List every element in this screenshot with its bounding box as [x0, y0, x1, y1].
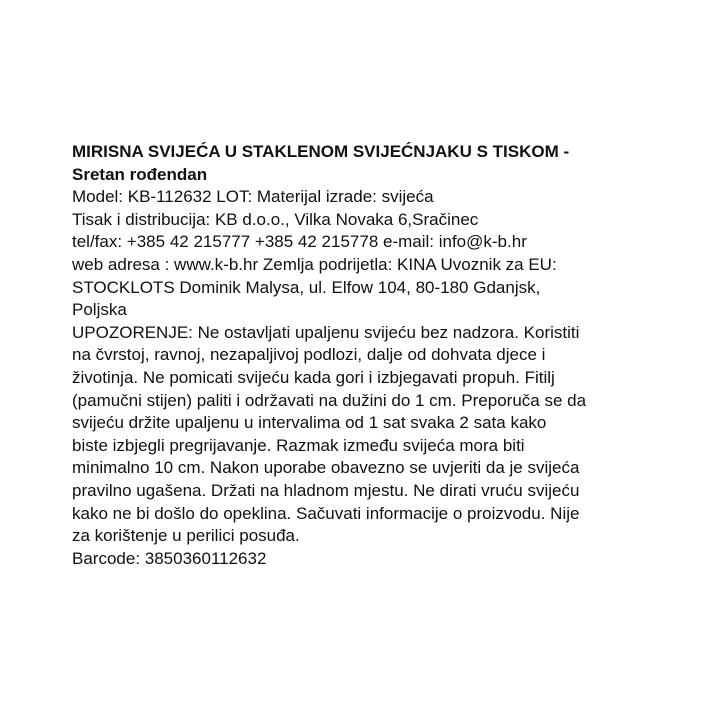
importer-line: STOCKLOTS Dominik Malysa, ul. Elfow 104, 80-180 Gdanjsk, [72, 277, 541, 297]
distribution-line: Tisak i distribucija: KB d.o.o., Vilka Novaka 6,Sračinec [72, 209, 479, 229]
contact-line: tel/fax: +385 42 215777 +385 42 215778 e-mail: info@k-b.hr [72, 232, 527, 252]
product-title-line: Sretan rođendan [72, 164, 208, 184]
warning-line: minimalno 10 cm. Nakon uporabe obavezno se uvjeriti da je svijeća [72, 458, 580, 478]
warning-line: (pamučni stijen) paliti i održavati na dužini do 1 cm. Preporuča se da [72, 390, 587, 410]
warning-line: kako ne bi došlo do opeklina. Sačuvati informacije o proizvodu. Nije [72, 503, 580, 523]
warning-line: UPOZORENJE: Ne ostavljati upaljenu svijeću bez nadzora. Koristiti [72, 322, 580, 342]
warning-line: na čvrstoj, ravnoj, nezapaljivoj podlozi, dalje od dohvata djece i [72, 345, 546, 365]
product-title [72, 141, 662, 186]
product-title-line: MIRISNA SVIJEĆA U STAKLENOM SVIJEĆNJAKU S TISKOM - [72, 142, 570, 161]
warning-line: svijeću držite upaljenu u intervalima od 1 sat svaka 2 sata kako [72, 413, 547, 433]
product-description [72, 186, 662, 570]
warning-line: pravilno ugašena. Držati na hladnom mjestu. Ne dirati vruću svijeću [72, 480, 580, 500]
warning-line: biste izbjegli pregrijavanje. Razmak između svijeća mora biti [72, 435, 525, 455]
warning-line: životinja. Ne pomicati svijeću kada gori i izbjegavati propuh. Fitilj [72, 367, 555, 387]
barcode-line: Barcode: 3850360112632 [72, 548, 267, 568]
importer-country-line: Poljska [72, 300, 127, 320]
warning-line: za korištenje u perilici posuđa. [72, 526, 300, 546]
web-origin-line: web adresa : www.k-b.hr Zemlja podrijetla: KINA Uvoznik za EU: [72, 254, 557, 274]
product-label [72, 141, 662, 570]
model-line: Model: KB-112632 LOT: Materijal izrade: svijeća [72, 187, 434, 207]
